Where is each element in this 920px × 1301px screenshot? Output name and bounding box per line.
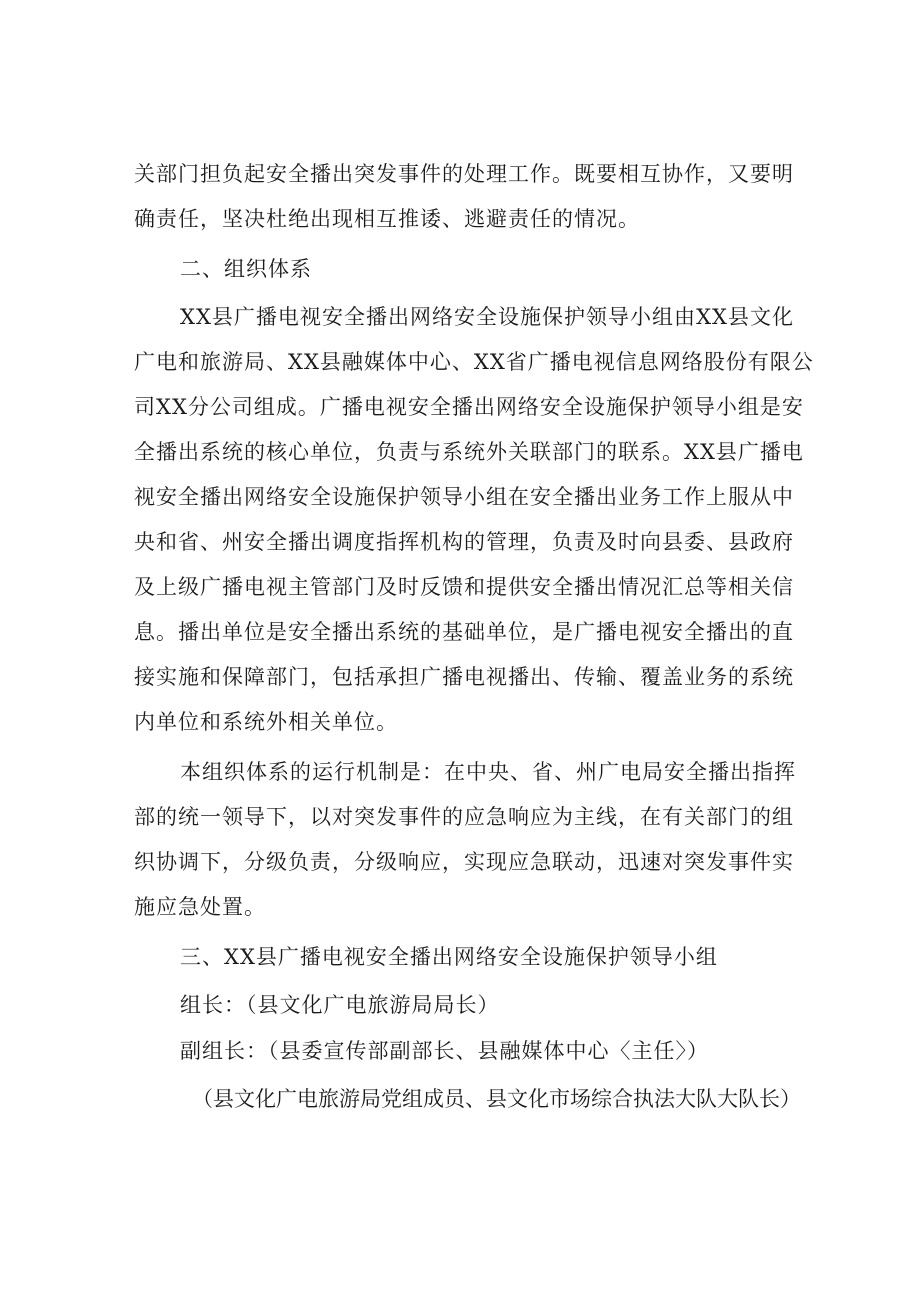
section-heading: 三、XX县广播电视安全播出网络安全设施保护领导小组: [180, 945, 718, 969]
paragraph-line: XX县广播电视安全播出网络安全设施保护领导小组由XX县文化: [180, 305, 794, 329]
paragraph-line: 及上级广播电视主管部门及时反馈和提供安全播出情况汇总等相关信: [134, 575, 794, 599]
member-line: 组长：（县文化广电旅游局局长）: [180, 993, 500, 1017]
paragraph-line: 内单位和系统外相关单位。: [134, 710, 398, 734]
paragraph-line: 织协调下，分级负责，分级响应，实现应急联动，迅速对突发事件实: [134, 850, 794, 874]
paragraph-line: 接实施和保障部门，包括承担广播电视播出、传输、覆盖业务的系统: [134, 665, 794, 689]
paragraph-line: 本组织体系的运行机制是：在中央、省、州广电局安全播出指挥: [180, 760, 796, 784]
paragraph-line: 视安全播出网络安全设施保护领导小组在安全播出业务工作上服从中: [134, 485, 794, 509]
paragraph-line: 全播出系统的核心单位，负责与系统外关联部门的联系。XX县广播电: [134, 440, 804, 464]
paragraph-line: 央和省、州安全播出调度指挥机构的管理，负责及时向县委、县政府: [134, 530, 794, 554]
member-line: 副组长：（县委宣传部副部长、县融媒体中心〈主任〉）: [180, 1039, 709, 1063]
paragraph-line: 确责任，坚决杜绝出现相互推诿、逃避责任的情况。: [134, 207, 640, 231]
section-heading: 二、组织体系: [180, 257, 312, 281]
paragraph-line: 司XX分公司组成。广播电视安全播出网络安全设施保护领导小组是安: [134, 395, 804, 419]
paragraph-line: 广电和旅游局、XX县融媒体中心、XX省广播电视信息网络股份有限公: [134, 350, 814, 374]
paragraph-line: 息。播出单位是安全播出系统的基础单位，是广播电视安全播出的直: [134, 620, 794, 644]
paragraph-line: 关部门担负起安全播出突发事件的处理工作。既要相互协作，又要明: [134, 162, 794, 186]
paragraph-line: 施应急处置。: [134, 895, 266, 919]
member-line: （县文化广电旅游局党组成员、县文化市场综合执法大队大队长）: [192, 1087, 801, 1111]
paragraph-line: 部的统一领导下，以对突发事件的应急响应为主线，在有关部门的组: [134, 805, 794, 829]
